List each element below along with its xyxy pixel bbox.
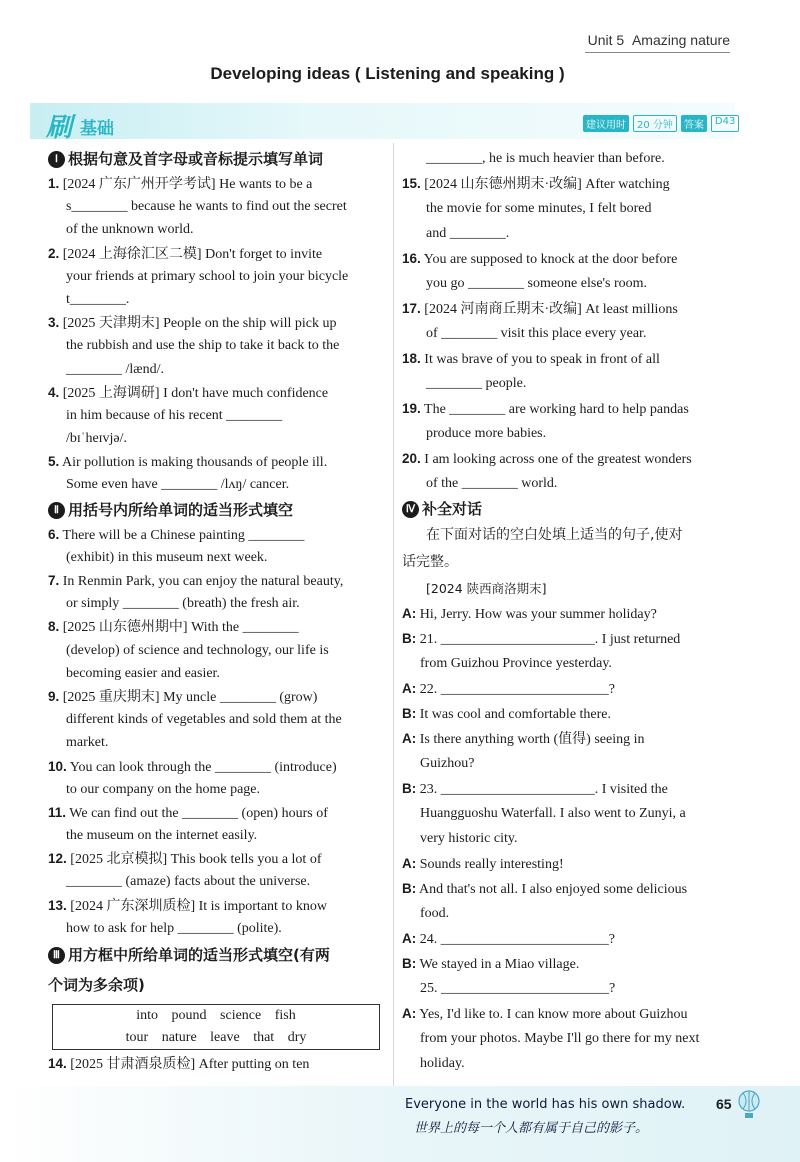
word-box-row: into pound science fish	[136, 1008, 296, 1023]
question-text: [2025 甘肃酒泉质检] After putting on ten	[70, 1057, 310, 1072]
question-text: to our company on the home page.	[66, 781, 261, 797]
question-line	[48, 427, 382, 450]
dialogue-text: 22. ________________________?	[419, 682, 615, 697]
dialogue-text: food.	[420, 906, 450, 921]
dialogue-text: It was cool and comfortable there.	[419, 707, 612, 722]
question-line	[48, 731, 382, 754]
question-number: 7.	[48, 573, 60, 588]
question-line	[48, 450, 382, 473]
dialogue-source: [2024 陕西商洛期末]	[426, 581, 547, 596]
speaker-label: B:	[402, 631, 417, 646]
question-number: 13.	[48, 897, 67, 913]
question-text: the rubbish and use the ship to take it back to the	[66, 338, 340, 354]
question-line	[48, 824, 382, 847]
question-line	[48, 381, 382, 404]
speaker-label: B:	[402, 781, 417, 796]
question-line	[48, 615, 382, 638]
question-text: the movie for some minutes, I felt bored	[426, 201, 652, 216]
answer-value: D43	[711, 115, 739, 132]
question-line	[402, 396, 732, 421]
answer-label: 答案	[681, 115, 707, 132]
dialogue-line	[402, 726, 732, 751]
dialogue-line	[402, 601, 732, 626]
question-text: your friends at primary school to join your bicycle	[66, 268, 349, 284]
question-line	[48, 847, 382, 870]
question-line	[48, 592, 382, 615]
dialogue-line	[402, 1026, 732, 1051]
section-3-title-cont: 个词为多余项)	[48, 976, 145, 994]
question-number: 19.	[402, 401, 421, 416]
question-number: 14.	[48, 1056, 67, 1071]
question-line	[402, 296, 732, 321]
dialogue-line	[402, 901, 732, 926]
question-text: [2025 重庆期末] My uncle ________ (grow)	[62, 689, 318, 705]
question-text: (exhibit) in this museum next week.	[66, 549, 268, 565]
question-text: [2025 上海调研] I don't have much confidence	[62, 385, 329, 401]
question-line	[48, 801, 382, 824]
speaker-label: B:	[402, 881, 417, 896]
band-meta	[583, 115, 739, 132]
dialogue-text: Hi, Jerry. How was your summer holiday?	[419, 607, 657, 622]
question-text: you go ________ someone else's room.	[426, 276, 648, 291]
question-line	[402, 421, 732, 446]
question-number: 16.	[402, 251, 421, 266]
question-line	[402, 146, 732, 171]
band-title: 基础	[80, 119, 114, 139]
question-line	[48, 195, 382, 218]
dialogue-text: from your photos. Maybe I'll go there for my next	[420, 1031, 700, 1046]
question-line	[48, 358, 382, 381]
speaker-label: A:	[402, 1006, 417, 1021]
section-2-title: 用括号内所给单词的适当形式填空	[68, 500, 294, 519]
question-number: 5.	[48, 454, 60, 470]
question-text: different kinds of vegetables and sold them at the	[66, 712, 342, 728]
footer-motto-en: Everyone in the world has his own shadow.	[405, 1097, 686, 1112]
question-text: s________ because he wants to find out the secret	[66, 199, 347, 215]
dialogue-line	[402, 651, 732, 676]
question-line	[402, 321, 732, 346]
dialogue-text: We stayed in a Miao village.	[419, 957, 580, 972]
question-line	[48, 639, 382, 662]
speaker-label: B:	[402, 956, 417, 971]
question-text: Air pollution is making thousands of people ill.	[62, 455, 328, 471]
question-text: in him because of his recent ________	[66, 407, 283, 423]
section-3-title: 用方框中所给单词的适当形式填空(有两	[68, 946, 330, 964]
question-number: 2.	[48, 245, 60, 261]
question-number: 18.	[402, 351, 421, 366]
question-text: how to ask for help ________ (polite).	[66, 920, 282, 936]
dialogue-text: Is there anything worth (值得) seeing in	[419, 732, 645, 747]
dialogue-line	[402, 751, 732, 776]
question-text: ________, he is much heavier than before.	[426, 151, 665, 166]
dialogue-text: Sounds really interesting!	[419, 857, 564, 872]
question-line	[48, 870, 382, 893]
column-divider	[393, 143, 394, 1093]
dialogue	[402, 601, 732, 1076]
question-line	[48, 755, 382, 778]
dialogue-line	[402, 626, 732, 651]
question-text: or simply ________ (breath) the fresh air.	[66, 596, 300, 612]
section-3-heading	[48, 940, 382, 970]
question-text: ________ /lænd/.	[66, 361, 165, 377]
section-1-questions	[48, 172, 382, 497]
question-line	[402, 471, 732, 496]
word-box-row: tour nature leave that dry	[125, 1030, 307, 1045]
question-line	[48, 334, 382, 357]
question-number: 3.	[48, 315, 60, 331]
dialogue-text: Guizhou?	[420, 756, 475, 771]
question-text: Some even have ________ /lʌŋ/ cancer.	[66, 477, 290, 493]
speaker-label: A:	[402, 606, 417, 621]
section-number-icon: Ⅰ	[48, 151, 65, 168]
question-text: [2024 河南商丘期末·改编] At least millions	[424, 302, 678, 317]
dialogue-line	[402, 1051, 732, 1076]
question-text: ________ (amaze) facts about the universe.	[66, 874, 311, 890]
question-number: 9.	[48, 688, 60, 704]
question-text: [2025 山东德州期中] With the ________	[62, 620, 299, 636]
question-text: You can look through the ________ (introduce)	[69, 759, 337, 775]
question-text: [2024 山东德州期末·改编] After watching	[424, 177, 670, 192]
question-line	[48, 569, 382, 592]
dialogue-text: And that's not all. I also enjoyed some delicious	[418, 882, 688, 897]
section-4-title: 补全对话	[422, 500, 483, 518]
question-text: of the ________ world.	[426, 476, 558, 491]
question-text: (develop) of science and technology, our life is	[66, 642, 329, 658]
question-line	[48, 523, 382, 546]
dialogue-line	[402, 951, 732, 976]
question-number: 8.	[48, 619, 60, 635]
question-text: becoming easier and easier.	[66, 665, 220, 681]
question-text: produce more babies.	[426, 426, 547, 441]
section-1-title: 根据句意及首字母或音标提示填写单词	[68, 150, 324, 168]
question-text: and ________.	[426, 226, 510, 241]
question-text: of ________ visit this place every year.	[426, 326, 647, 341]
question-line	[402, 196, 732, 221]
question-number: 10.	[48, 758, 67, 774]
dialogue-text: Huangguoshu Waterfall. I also went to Zunyi, a	[420, 806, 686, 821]
section-1-heading	[48, 146, 382, 172]
section-4-heading	[402, 496, 732, 522]
question-line	[48, 1052, 382, 1075]
speaker-label: A:	[402, 931, 417, 946]
time-value: 20 分钟	[633, 115, 677, 132]
question-number: 12.	[48, 851, 67, 867]
speaker-label: A:	[402, 856, 417, 871]
left-column	[48, 146, 382, 1075]
question-text: t________.	[66, 291, 130, 307]
question-text: of the unknown world.	[66, 222, 194, 238]
question-line	[48, 473, 382, 496]
question-line	[402, 246, 732, 271]
header-rule	[585, 52, 730, 53]
brush-logo: 刷	[46, 113, 72, 143]
dialogue-text: very historic city.	[420, 831, 518, 846]
question-text: There will be a Chinese painting ________	[62, 527, 305, 543]
question-number: 6.	[48, 526, 60, 542]
question-line	[48, 685, 382, 708]
section-2-heading	[48, 497, 382, 523]
question-line	[48, 708, 382, 731]
dialogue-line	[402, 876, 732, 901]
speaker-label: A:	[402, 681, 417, 696]
question-line	[48, 265, 382, 288]
unit-title: Amazing nature	[631, 32, 730, 48]
dialogue-line	[402, 826, 732, 851]
question-number: 20.	[402, 451, 421, 466]
word-box	[52, 1004, 380, 1050]
unit-label: Unit 5	[587, 32, 625, 48]
right-column	[402, 146, 732, 1076]
dialogue-text: 21. ______________________. I just returned	[419, 632, 681, 647]
question-line	[48, 662, 382, 685]
question-number: 15.	[402, 176, 421, 191]
question-line	[48, 218, 382, 241]
question-text: the museum on the internet easily.	[66, 828, 258, 844]
speaker-label: A:	[402, 731, 417, 746]
section-3-questions	[402, 146, 732, 496]
question-line	[402, 271, 732, 296]
question-text: market.	[66, 735, 109, 751]
dialogue-text: 24. ________________________?	[419, 932, 615, 947]
footer-motto-zh: 世界上的每一个人都有属于自己的影子。	[414, 1121, 649, 1136]
dialogue-line	[402, 851, 732, 876]
time-label: 建议用时	[583, 115, 629, 132]
question-line	[48, 311, 382, 334]
question-line	[48, 917, 382, 940]
question-text: We can find out the ________ (open) hours of	[69, 805, 328, 821]
question-line	[48, 546, 382, 569]
question-line	[48, 288, 382, 311]
question-number: 4.	[48, 384, 60, 400]
dialogue-line	[402, 701, 732, 726]
unit-header	[588, 32, 730, 48]
question-text: /bɪˈheɪvjə/.	[66, 431, 128, 447]
dialogue-line	[402, 776, 732, 801]
section-number-icon: Ⅲ	[48, 947, 65, 964]
question-line	[48, 242, 382, 265]
dialogue-line	[402, 676, 732, 701]
question-text: It was brave of you to speak in front of all	[424, 352, 660, 367]
dialogue-text: Yes, I'd like to. I can know more about Guizhou	[419, 1007, 688, 1022]
dialogue-line	[402, 1001, 732, 1026]
section-2-questions	[48, 523, 382, 940]
question-number: 1.	[48, 176, 60, 191]
balloon-icon	[736, 1090, 762, 1120]
dialogue-text: 25. ________________________?	[420, 981, 616, 996]
dialogue-line	[402, 926, 732, 951]
question-text: ________ people.	[426, 376, 527, 391]
question-text: [2025 北京模拟] This book tells you a lot of	[70, 852, 322, 868]
speaker-label: B:	[402, 706, 417, 721]
section-number-icon: Ⅳ	[402, 501, 419, 518]
question-text: You are supposed to knock at the door before	[423, 252, 678, 267]
dialogue-text: 23. ______________________. I visited the	[419, 782, 668, 797]
page-number: 65	[716, 1096, 732, 1112]
question-line	[48, 778, 382, 801]
dialogue-text: from Guizhou Province yesterday.	[420, 656, 612, 671]
question-line	[402, 371, 732, 396]
question-line	[48, 894, 382, 917]
dialogue-line	[402, 801, 732, 826]
page-title: Developing ideas ( Listening and speaking )	[210, 64, 565, 83]
question-line	[402, 221, 732, 246]
dialogue-line	[402, 976, 732, 1001]
question-line	[402, 446, 732, 471]
question-text: In Renmin Park, you can enjoy the natural beauty,	[62, 574, 344, 589]
question-text: [2025 天津期末] People on the ship will pick up	[62, 316, 337, 332]
question-line	[48, 172, 382, 195]
question-text: The ________ are working hard to help pandas	[424, 402, 689, 417]
question-text: [2024 上海徐汇区二模] Don't forget to invite	[62, 246, 323, 262]
question-line	[402, 346, 732, 371]
instruction-cont: 话完整。	[402, 554, 458, 570]
dialogue-text: holiday.	[420, 1056, 465, 1071]
section-number-icon: Ⅱ	[48, 502, 65, 519]
question-line	[402, 171, 732, 196]
question-number: 11.	[48, 804, 67, 820]
question-text: [2024 广东广州开学考试] He wants to be a	[62, 177, 313, 192]
question-text: [2024 广东深圳质检] It is important to know	[70, 898, 327, 914]
question-number: 17.	[402, 301, 421, 316]
question-line	[48, 404, 382, 427]
question-text: I am looking across one of the greatest wonders	[424, 452, 692, 467]
instruction: 在下面对话的空白处填上适当的句子,使对	[426, 527, 683, 543]
